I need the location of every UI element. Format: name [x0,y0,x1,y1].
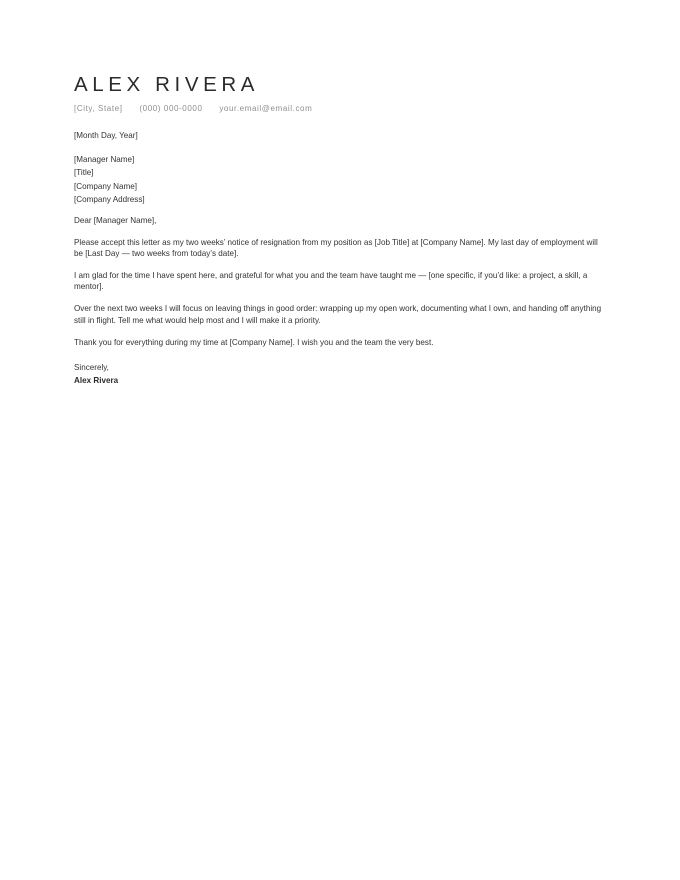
sender-city-state: [City, State] [74,104,123,113]
sender-contact-line [74,103,606,115]
sender-phone: (000) 000-0000 [139,104,203,113]
body-paragraph-gratitude: I am glad for the time I have spent here, and grateful for what you and the team have taught me — [one specific, if you’d like: a project, a skill, a mentor]. [74,271,588,292]
sender-name: ALEX RIVERA [74,73,260,96]
resignation-letter [74,72,606,387]
salutation: Dear [Manager Name], [74,215,157,225]
body-paragraph-notice: Please accept this letter as my two weeks’ notice of resignation from my position as [Job Title] at [Company Name]. My last day of employment will be [Last Day — two weeks from today’s date]. [74,237,598,258]
signature-name: Alex Rivera [74,376,119,386]
recipient-company-address: [Company Address] [74,195,145,205]
recipient-title: [Title] [74,168,94,178]
body-paragraph-thanks: Thank you for everything during my time at [Company Name]. I wish you and the team the very best. [74,337,434,347]
body-paragraph-transition: Over the next two weeks I will focus on leaving things in good order: wrapping up my open work, documenting what I own, and handing off anything still in flight. Tell me what would help most and I will make it a priority. [74,304,602,325]
sender-email: your.email@email.com [219,104,313,113]
letter-date: [Month Day, Year] [74,131,138,140]
closing-block [74,361,606,387]
recipient-block [74,153,606,207]
recipient-manager-name: [Manager Name] [74,155,135,164]
recipient-company-name: [Company Name] [74,181,137,191]
valediction: Sincerely, [74,363,109,373]
